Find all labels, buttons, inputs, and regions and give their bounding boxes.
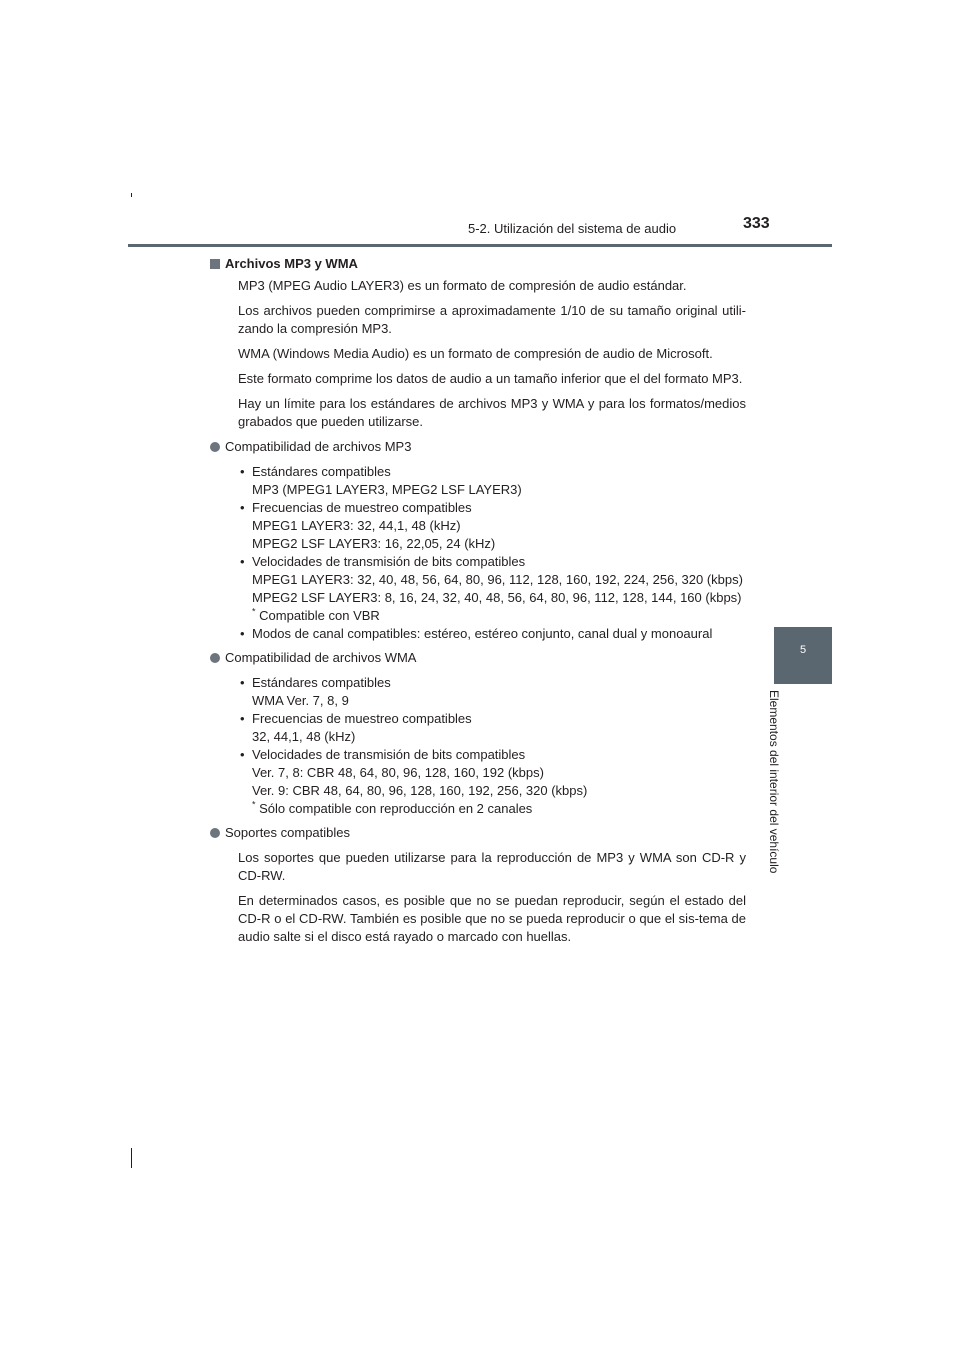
item-detail: MPEG1 LAYER3: 32, 40, 48, 56, 64, 80, 96, 112, 128, 160, 192, 224, 256, 320 (kbps) bbox=[252, 572, 743, 587]
item-label: Modos de canal compatibles: estéreo, estéreo conjunto, canal dual y monoaural bbox=[252, 626, 713, 641]
list-item bbox=[238, 674, 746, 710]
list-item bbox=[238, 746, 746, 818]
mp3-list bbox=[210, 463, 746, 643]
paragraph: Los soportes que pueden utilizarse para la reproducción de MP3 y WMA son CD-R y CD-RW. bbox=[238, 850, 746, 883]
item-label: Frecuencias de muestreo compatibles bbox=[252, 500, 472, 515]
bullet-dot-icon: • bbox=[240, 747, 245, 762]
chapter-number: 5 bbox=[799, 644, 807, 656]
circle-bullet-icon bbox=[210, 442, 220, 452]
subheading-text: Compatibilidad de archivos MP3 bbox=[225, 439, 412, 454]
subheading-text: Compatibilidad de archivos WMA bbox=[225, 650, 417, 665]
item-detail: MPEG2 LSF LAYER3: 16, 22,05, 24 (kHz) bbox=[252, 536, 496, 551]
note-text: Compatible con VBR bbox=[259, 608, 380, 623]
item-detail: 32, 44,1, 48 (kHz) bbox=[252, 729, 356, 744]
item-label: Frecuencias de muestreo compatibles bbox=[252, 711, 472, 726]
heading-text: Archivos MP3 y WMA bbox=[225, 256, 358, 271]
mp3-subheading bbox=[210, 438, 746, 456]
paragraph: WMA (Windows Media Audio) es un formato de compresión de audio de Microsoft. bbox=[238, 346, 713, 361]
item-detail: Ver. 7, 8: CBR 48, 64, 80, 96, 128, 160, 192 (kbps) bbox=[252, 765, 544, 780]
crop-mark-bottom bbox=[131, 1148, 132, 1168]
item-detail: MPEG1 LAYER3: 32, 44,1, 48 (kHz) bbox=[252, 518, 461, 533]
paragraph: Hay un límite para los estándares de archivos MP3 y WMA y para los formatos/medios grabados que pueden utilizarse. bbox=[238, 396, 746, 429]
bullet-dot-icon: • bbox=[240, 464, 245, 479]
main-content bbox=[210, 255, 746, 953]
page-number: 333 bbox=[743, 215, 770, 232]
paragraph: Este formato comprime los datos de audio a un tamaño inferior que el del formato MP3. bbox=[238, 371, 743, 386]
item-label: Velocidades de transmisión de bits compatibles bbox=[252, 747, 526, 762]
bullet-dot-icon: • bbox=[240, 554, 245, 569]
asterisk: * bbox=[252, 799, 256, 810]
paragraph: Los archivos pueden comprimirse a aproximadamente 1/10 de su tamaño original utili-zando la compresión MP3. bbox=[238, 303, 746, 336]
list-item bbox=[238, 463, 746, 499]
paragraph: En determinados casos, es posible que no se puedan reproducir, según el estado del CD-R o el CD-RW. También es posible que no se pueda reproducir o que el sis-tema de audio salte si el disco está rayado o marcado con huellas. bbox=[238, 893, 746, 944]
circle-bullet-icon bbox=[210, 828, 220, 838]
note-text: Sólo compatible con reproducción en 2 canales bbox=[259, 801, 533, 816]
section-heading bbox=[210, 255, 746, 273]
list-item bbox=[238, 553, 746, 625]
list-item bbox=[238, 499, 746, 553]
bullet-dot-icon: • bbox=[240, 500, 245, 515]
subheading-text: Soportes compatibles bbox=[225, 825, 351, 840]
item-detail: MPEG2 LSF LAYER3: 8, 16, 24, 32, 40, 48, 56, 64, 80, 96, 112, 128, 144, 160 (kbps) bbox=[252, 590, 742, 605]
crop-mark-top bbox=[131, 193, 132, 197]
bullet-dot-icon: • bbox=[240, 675, 245, 690]
header-divider bbox=[128, 244, 832, 247]
list-item bbox=[238, 625, 746, 643]
paragraph: MP3 (MPEG Audio LAYER3) es un formato de compresión de audio estándar. bbox=[238, 278, 687, 293]
chapter-label: Elementos del interior del vehículo bbox=[767, 690, 781, 874]
item-note bbox=[252, 800, 746, 818]
item-detail: MP3 (MPEG1 LAYER3, MPEG2 LSF LAYER3) bbox=[252, 482, 522, 497]
item-label: Estándares compatibles bbox=[252, 464, 391, 479]
item-label: Estándares compatibles bbox=[252, 675, 391, 690]
circle-bullet-icon bbox=[210, 653, 220, 663]
item-label: Velocidades de transmisión de bits compatibles bbox=[252, 554, 526, 569]
bullet-dot-icon: • bbox=[240, 626, 245, 641]
bullet-dot-icon: • bbox=[240, 711, 245, 726]
asterisk: * bbox=[252, 606, 256, 617]
wma-list bbox=[210, 674, 746, 818]
item-detail: WMA Ver. 7, 8, 9 bbox=[252, 693, 349, 708]
section-title: 5-2. Utilización del sistema de audio bbox=[468, 221, 677, 236]
chapter-tab bbox=[774, 627, 832, 684]
wma-subheading bbox=[210, 649, 746, 667]
list-item bbox=[238, 710, 746, 746]
square-bullet-icon bbox=[210, 259, 220, 269]
item-detail: Ver. 9: CBR 48, 64, 80, 96, 128, 160, 192, 256, 320 (kbps) bbox=[252, 783, 588, 798]
item-note bbox=[252, 607, 746, 625]
media-subheading bbox=[210, 824, 746, 842]
